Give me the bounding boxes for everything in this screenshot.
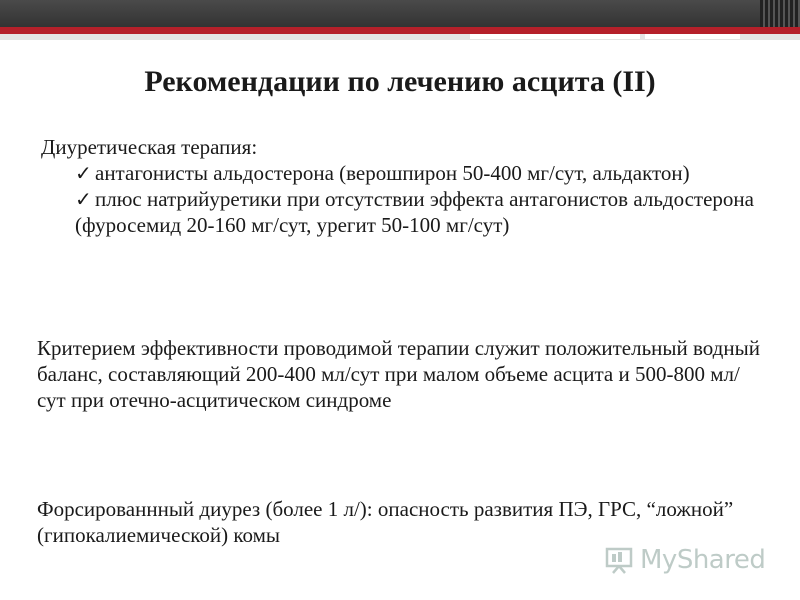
header-accent-line	[0, 27, 800, 34]
diuretic-heading: Диуретическая терапия:	[41, 135, 258, 159]
list-item	[37, 160, 767, 186]
watermark-logo	[604, 540, 774, 580]
diuretic-list	[37, 160, 767, 238]
diuretic-section	[37, 134, 767, 238]
criterion-paragraph: Критерием эффективности проводимой терапии служит положительный водный баланс, составляющий 200-400 мл/сут при малом объеме асцита и 500-800 мл/сут при отечно-асцитическом синдроме	[37, 336, 760, 412]
forced-diuresis-paragraph: Форсированнный диурез (более 1 л/): опасность развития ПЭ, ГРС, “ложной” (гипокалиемической) комы	[37, 497, 734, 547]
checkmark-icon: ✓	[75, 187, 92, 211]
slide-title: Рекомендации по лечению асцита (II)	[144, 65, 656, 98]
list-item	[37, 186, 767, 238]
checkmark-icon: ✓	[75, 161, 92, 185]
header-tick	[470, 34, 640, 39]
list-item-text: плюс натрийуретики при отсутствии эффекта антагонистов альдостерона (фуросемид 20-160 мг/сут, урегит 50-100 мг/сут)	[75, 187, 754, 237]
header-stripes	[760, 0, 800, 27]
list-item-text: антагонисты альдостерона (верошпирон 50-400 мг/сут, альдактон)	[95, 161, 690, 185]
header-tick	[645, 34, 740, 39]
header-bar	[0, 0, 800, 27]
presentation-board-icon	[604, 545, 634, 575]
watermark-text: MyShared	[640, 545, 766, 575]
